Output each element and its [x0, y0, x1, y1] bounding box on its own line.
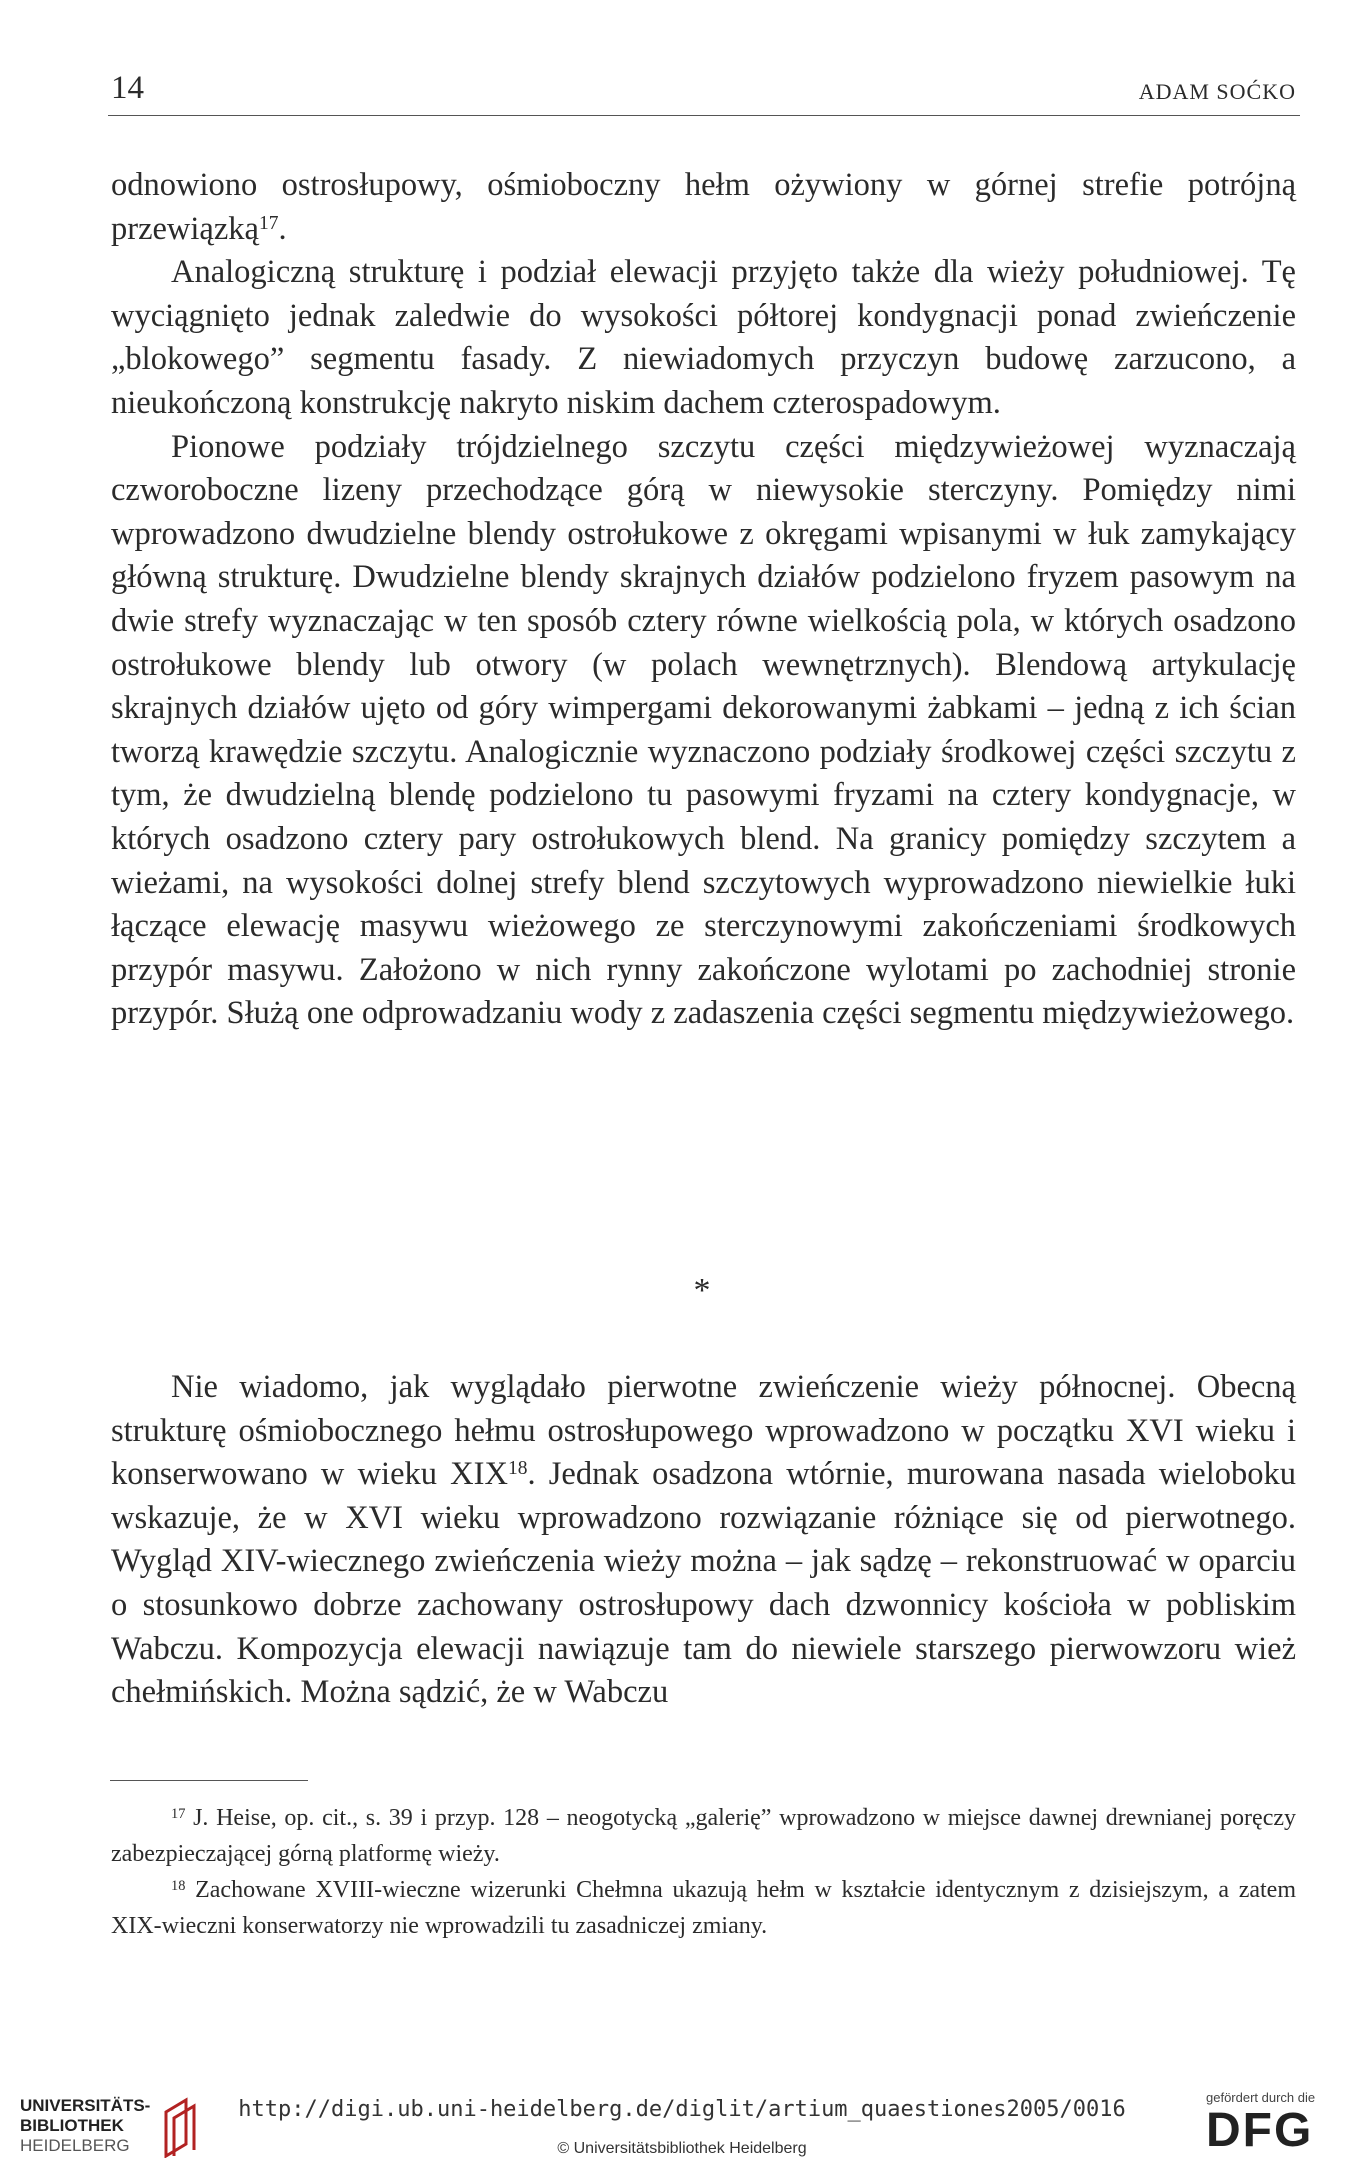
footer-copyright: © Universitätsbibliothek Heidelberg [557, 2140, 807, 2157]
page-number: 14 [111, 70, 144, 106]
footer-url-link[interactable]: http://digi.ub.uni-heidelberg.de/diglit/artium_quaestiones2005/0016 [238, 2097, 1126, 2122]
library-line-2: BIBLIOTHEK [20, 2116, 124, 2135]
footnote-17 [111, 1800, 1296, 1872]
header-rule [108, 115, 1300, 116]
paragraph-3: Pionowe podziały trójdzielnego szczytu części międzywieżowej wyznaczają czworoboczne lizeny przechodzące górą w niewysokie sterczyny. Pomiędzy nimi wprowadzono dwudzielne blendy ostrołukowe z okręgami wpisanymi w łuk zamykający główną strukturę. Dwudzielne blendy skrajnych działów podzielono fryzem pasowym na dwie strefy wyznaczając w ten sposób cztery równe wielkością pola, w których osadzono ostrołukowe blendy lub otwory (w polach wewnętrznych). Blendową artykulację skrajnych działów ujęto od góry wimpergami dekorowanymi żabkami – jedną z ich ścian tworzą krawędzie szczytu. Analogicznie wyznaczono podziały środkowej części szczytu z tym, że dwudzielną blendę podzielono tu pasowymi fryzami na cztery kondygnacje, w których osadzono cztery pary ostrołukowych blend. Na granicy pomiędzy szczytem a wieżami, na wysokości dolnej strefy blend szczytowych wyprowadzono niewielkie łuki łączące elewację masywu wieżowego ze sterczynowymi zakończeniami środkowych przypór masywu. Założono w nich rynny zakończone wylotami po zachodniej stronie przypór. Służą one odprowadzaniu wody z zadaszenia części segmentu międzywieżowego. [111, 428, 1296, 1032]
footnote-ref-17[interactable]: 17 [258, 212, 279, 234]
library-line-1: UNIVERSITÄTS- [20, 2096, 151, 2115]
paragraph-2: Analogiczną strukturę i podział elewacji przyjęto także dla wieży południowej. Tę wyciągnięto jednak zaledwie do wysokości półtorej kondygnacji ponad zwieńczenie „blokowego” segmentu fasady. Z niewiadomych przyczyn budowę zarzucono, a nieukończoną konstrukcję nakryto niskim dachem czterospadowym. [111, 254, 1296, 421]
footnotes [111, 1800, 1296, 1944]
running-head-author: ADAM SOĆKO [1138, 79, 1296, 104]
dfg-logo: DFG [1206, 2104, 1314, 2157]
paragraph-4-text-a: Nie wiadomo, jak wyglądało pierwotne zwieńczenie wieży północnej. Obecną strukturę ośmiobocznego hełmu ostrosłupowego wprowadzono w początku XVI wieku i konserwowano w wieku XIX [111, 1369, 1296, 1493]
paragraph-1-text: odnowiono ostrosłupowy, ośmioboczny hełm ożywiony w górnej strefie potrójną przewiązką [111, 167, 1296, 247]
footer-band [0, 2078, 1364, 2176]
footnote-18 [111, 1872, 1296, 1944]
footnote-text: Zachowane XVIII-wieczne wizerunki Chełmna ukazują hełm w kształcie identycznym z dzisiejszym, a zatem XIX-wieczni konserwatorzy nie wprowadzili tu zasadniczej zmiany. [111, 1877, 1296, 1939]
footnote-number: 17 [171, 1805, 186, 1822]
dfg-caption: gefördert durch die [1206, 2090, 1316, 2105]
paragraph-1 [111, 164, 1296, 251]
footnote-rule [110, 1780, 308, 1781]
body-text-upper [111, 164, 1296, 1036]
dfg-logo-block[interactable] [1206, 2090, 1346, 2157]
footnote-text: J. Heise, op. cit., s. 39 i przyp. 128 – neogotycką „galerię” wprowadzono w miejsce dawnej drewnianej poręczy zabezpieczającej górną platformę wieży. [111, 1805, 1296, 1867]
footnote-number: 18 [171, 1877, 186, 1894]
footnote-ref-18[interactable]: 18 [507, 1458, 528, 1480]
body-text-lower [111, 1366, 1296, 1715]
section-separator-asterisk: * [693, 1272, 711, 1309]
paragraph-4 [111, 1366, 1296, 1715]
library-line-3: HEIDELBERG [20, 2136, 130, 2155]
paragraph-4-text-b: . Jednak osadzona wtórnie, murowana nasada wieloboku wskazuje, że w XVI wieku wprowadzono rozwiązanie różniące się od pierwotnego. Wygląd XIV-wiecznego zwieńczenia wieży można – jak sądzę – rekonstruować w oparciu o stosunkowo dobrze zachowany ostrosłupowy dach dzwonnicy kościoła w pobliskim Wabczu. Kompozycja elewacji nawiązuje tam do niewiele starszego pierwowzoru wież chełmińskich. Można sądzić, że w Wabczu [111, 1456, 1297, 1711]
paragraph-1-end: . [278, 210, 287, 247]
